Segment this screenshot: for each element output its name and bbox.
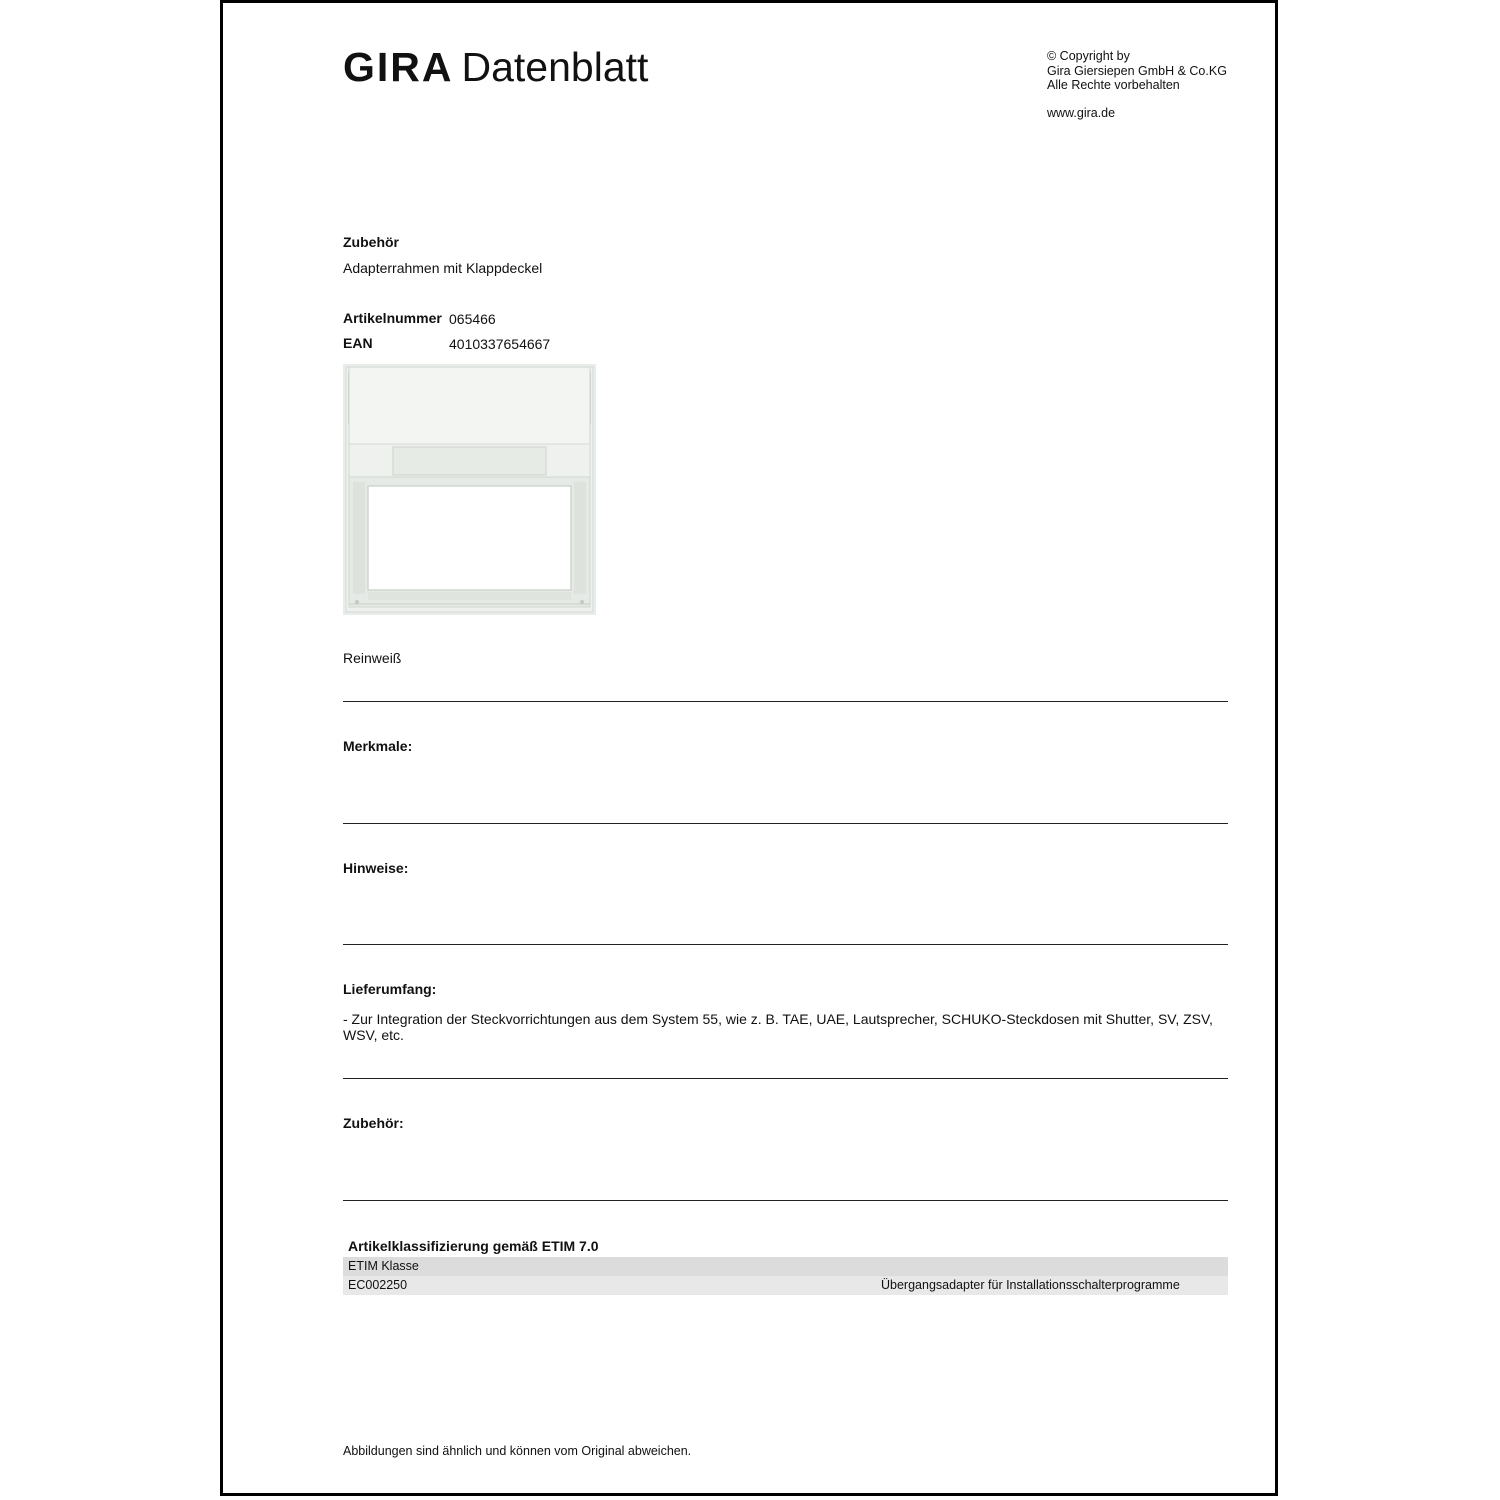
etim-class-code: EC002250 [348,1278,408,1292]
scope-text: - Zur Integration der Steckvorrichtungen aus dem System 55, wie z. B. TAE, UAE, Lautsprecher, SCHUKO-Steckdosen mit Shutter, SV, ZSV, WSV, etc. [343,1011,1213,1043]
copyright-block [1047,49,1227,93]
divider [343,701,1228,702]
document-title: Datenblatt [461,44,649,90]
notes-heading: Hinweise: [343,860,409,876]
etim-header-row [343,1257,1228,1276]
ean-label: EAN [343,335,373,351]
copyright-line: Gira Giersiepen GmbH & Co.KG [1047,63,1227,78]
product-image [343,364,596,615]
footer-disclaimer: Abbildungen sind ähnlich und können vom Original abweichen. [343,1444,692,1458]
divider [343,1078,1228,1079]
gira-logo [343,44,648,90]
category-label: Zubehör [343,234,399,250]
features-heading: Merkmale: [343,738,413,754]
brand-name: GIRA [343,44,454,90]
copyright-line: Alle Rechte vorbehalten [1047,78,1180,92]
product-name: Adapterrahmen mit Klappdeckel [343,260,543,276]
copyright-line: © Copyright by [1047,49,1130,63]
accessories-heading: Zubehör: [343,1115,404,1131]
divider [343,944,1228,945]
article-number-label: Artikelnummer [343,310,442,326]
etim-class-row [343,1276,1228,1295]
article-number-value: 065466 [449,311,496,327]
etim-class-label: ETIM Klasse [348,1259,419,1273]
website-link[interactable]: www.gira.de [1047,106,1116,120]
divider [343,823,1228,824]
ean-value: 4010337654667 [449,336,551,352]
etim-title: Artikelklassifizierung gemäß ETIM 7.0 [348,1238,599,1254]
scope-heading: Lieferumfang: [343,981,437,997]
etim-class-name: Übergangsadapter für Installationsschalterprogramme [881,1278,1180,1292]
color-name: Reinweiß [343,650,402,666]
divider [343,1200,1228,1201]
